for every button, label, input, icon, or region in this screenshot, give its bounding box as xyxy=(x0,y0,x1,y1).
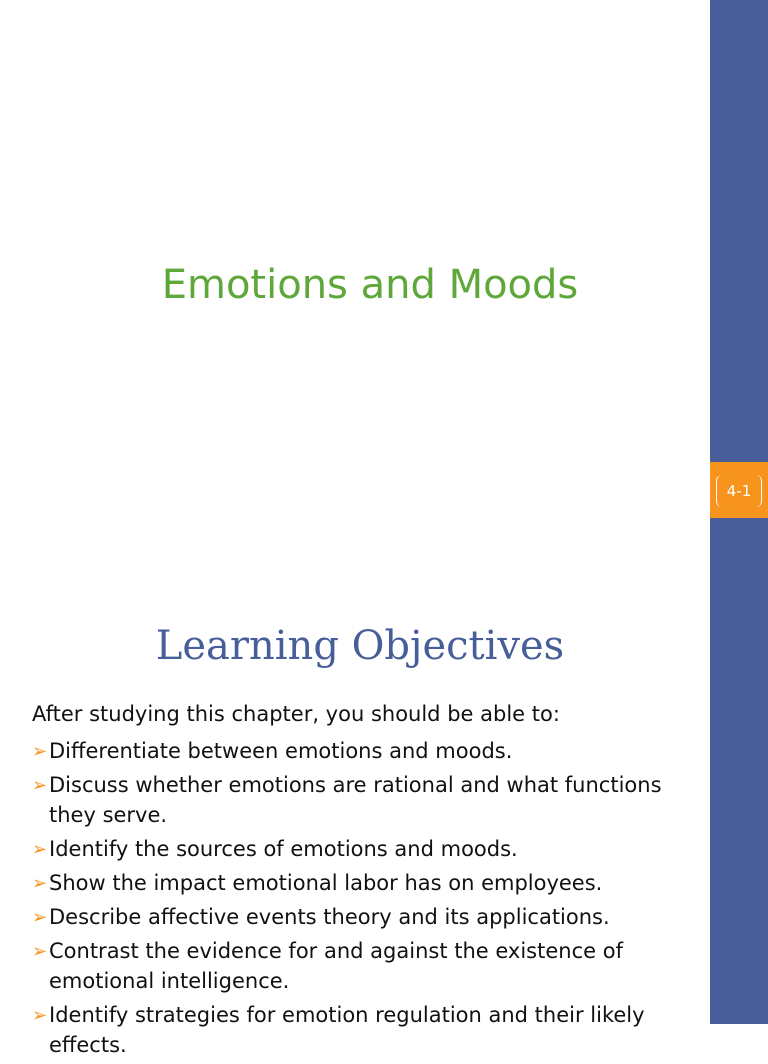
arrow-bullet-icon: ➢ xyxy=(32,873,48,894)
objective-text: Identify strategies for emotion regulation and their likely effects. xyxy=(49,1003,645,1057)
page-number: 4-1 xyxy=(716,475,762,507)
objective-text: Show the impact emotional labor has on employees. xyxy=(49,871,603,895)
arrow-bullet-icon: ➢ xyxy=(32,941,48,962)
list-item xyxy=(32,834,704,864)
arrow-bullet-icon: ➢ xyxy=(32,907,48,928)
slide-title: Emotions and Moods xyxy=(161,262,579,308)
intro-text: After studying this chapter, you should be able to: xyxy=(32,702,560,726)
objective-text: Discuss whether emotions are rational and what functions they serve. xyxy=(49,773,662,827)
arrow-bullet-icon: ➢ xyxy=(32,741,48,762)
objective-text: Contrast the evidence for and against the existence of emotional intelligence. xyxy=(49,939,623,993)
list-item xyxy=(32,1000,704,1060)
arrow-bullet-icon: ➢ xyxy=(32,1005,48,1026)
objective-text: Identify the sources of emotions and moods. xyxy=(49,837,518,861)
list-item xyxy=(32,868,704,898)
objective-text: Differentiate between emotions and moods. xyxy=(49,739,513,763)
list-item xyxy=(32,736,704,766)
arrow-bullet-icon: ➢ xyxy=(32,839,48,860)
objective-text: Describe affective events theory and its applications. xyxy=(49,905,610,929)
list-item xyxy=(32,936,704,996)
section-title: Learning Objectives xyxy=(155,623,565,669)
arrow-bullet-icon: ➢ xyxy=(32,775,48,796)
objectives-list xyxy=(32,736,704,1064)
list-item xyxy=(32,902,704,932)
list-item xyxy=(32,770,704,830)
